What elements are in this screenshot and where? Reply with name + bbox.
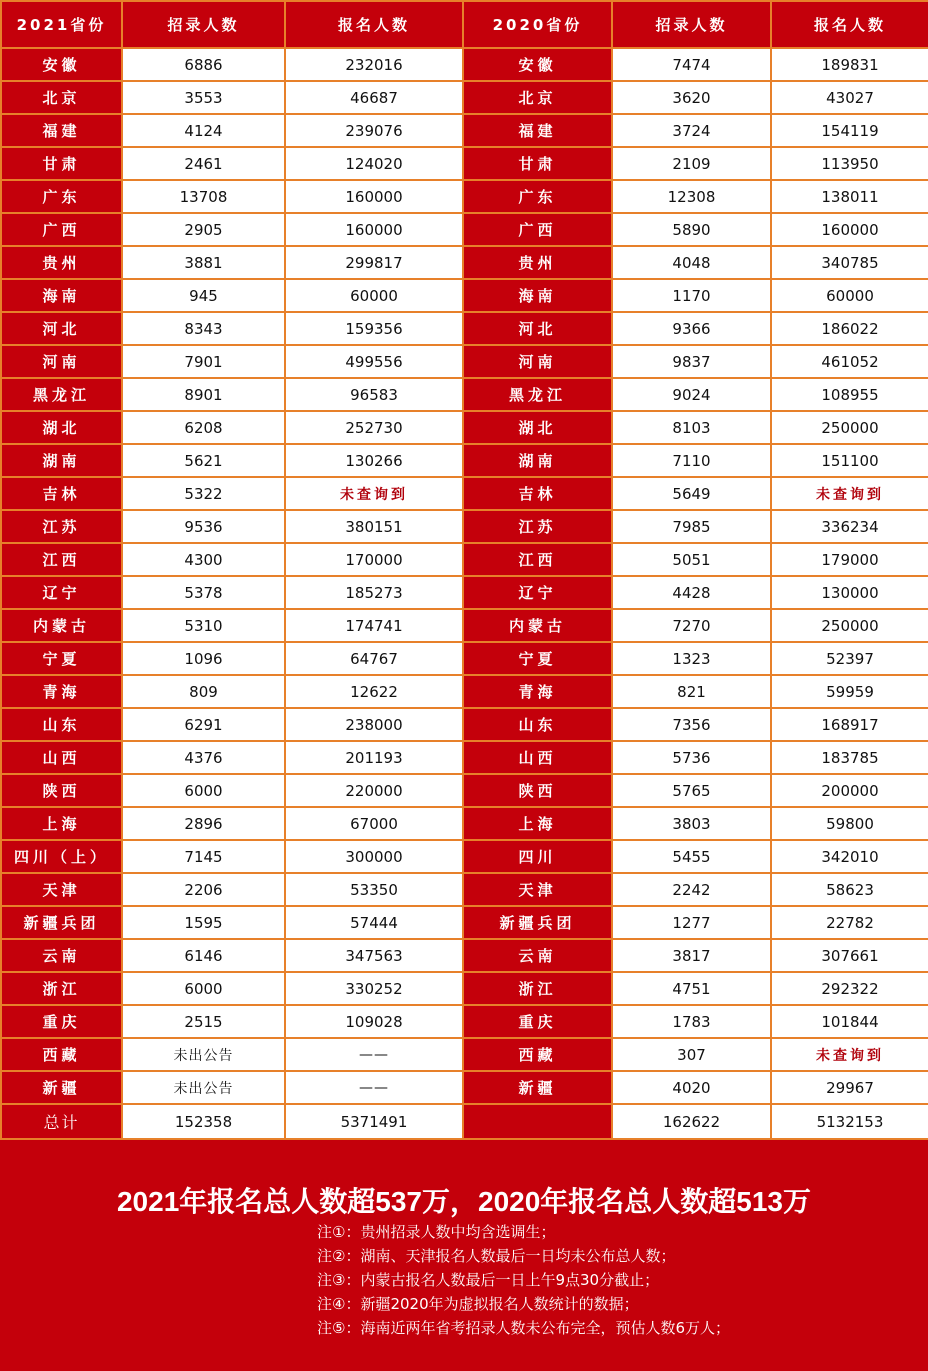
province-2021-cell: 安徽 <box>1 48 122 81</box>
applicants-2020-cell: 59959 <box>771 675 928 708</box>
header-2021-applicants: 报名人数 <box>285 1 463 48</box>
province-2020-cell: 北京 <box>463 81 612 114</box>
province-2020-cell: 甘肃 <box>463 147 612 180</box>
recruits-2021-cell: 2896 <box>122 807 285 840</box>
header-2020-applicants: 报名人数 <box>771 1 928 48</box>
province-2020-cell: 江苏 <box>463 510 612 543</box>
recruits-2021-cell: 7145 <box>122 840 285 873</box>
province-2021-cell: 浙江 <box>1 972 122 1005</box>
province-2020-cell: 贵州 <box>463 246 612 279</box>
recruits-2020-cell: 307 <box>612 1038 771 1071</box>
applicants-2020-cell: 292322 <box>771 972 928 1005</box>
recruits-2021-cell: 5310 <box>122 609 285 642</box>
province-2020-cell: 河北 <box>463 312 612 345</box>
table-row <box>1 840 928 873</box>
applicants-2020-cell: 160000 <box>771 213 928 246</box>
applicants-2021-cell: 109028 <box>285 1005 463 1038</box>
province-2020-cell: 宁夏 <box>463 642 612 675</box>
province-2020-cell: 山东 <box>463 708 612 741</box>
province-2021-cell: 吉林 <box>1 477 122 510</box>
province-2021-cell: 广西 <box>1 213 122 246</box>
table-row <box>1 246 928 279</box>
province-2021-cell: 青海 <box>1 675 122 708</box>
province-2021-cell: 四川（上） <box>1 840 122 873</box>
table-row <box>1 807 928 840</box>
table-row <box>1 708 928 741</box>
recruits-2021-cell: 945 <box>122 279 285 312</box>
recruits-2021-cell: 2515 <box>122 1005 285 1038</box>
applicants-2021-cell: 64767 <box>285 642 463 675</box>
applicants-2021-cell: 5371491 <box>285 1104 463 1139</box>
province-2021-cell: 宁夏 <box>1 642 122 675</box>
recruits-2020-cell: 7270 <box>612 609 771 642</box>
province-2021-cell: 西藏 <box>1 1038 122 1071</box>
applicants-2021-cell: 67000 <box>285 807 463 840</box>
recruits-2021-cell: 未出公告 <box>122 1038 285 1071</box>
applicants-2021-cell: 232016 <box>285 48 463 81</box>
note-item: 注①：贵州招录人数中均含选调生； <box>317 1223 556 1241</box>
applicants-2021-cell: 499556 <box>285 345 463 378</box>
table-row <box>1 411 928 444</box>
applicants-2020-cell: 43027 <box>771 81 928 114</box>
table-row <box>1 48 928 81</box>
recruits-2020-cell: 9024 <box>612 378 771 411</box>
applicants-2020-cell: 130000 <box>771 576 928 609</box>
table-header <box>1 1 928 48</box>
province-2020-cell: 重庆 <box>463 1005 612 1038</box>
recruits-2020-cell: 821 <box>612 675 771 708</box>
recruits-2021-cell: 4300 <box>122 543 285 576</box>
province-2020-cell: 河南 <box>463 345 612 378</box>
recruits-2020-cell: 5649 <box>612 477 771 510</box>
province-2020-cell: 新疆兵团 <box>463 906 612 939</box>
recruits-2021-cell: 3881 <box>122 246 285 279</box>
table-row <box>1 444 928 477</box>
table-row <box>1 114 928 147</box>
applicants-2021-cell: 220000 <box>285 774 463 807</box>
applicants-2020-cell: 250000 <box>771 411 928 444</box>
recruits-2020-cell: 1323 <box>612 642 771 675</box>
recruits-2020-cell: 5736 <box>612 741 771 774</box>
province-2021-cell: 河南 <box>1 345 122 378</box>
table-row <box>1 609 928 642</box>
recruits-2020-cell: 1783 <box>612 1005 771 1038</box>
applicants-2021-cell: 130266 <box>285 444 463 477</box>
recruits-2021-cell: 5322 <box>122 477 285 510</box>
recruits-2020-cell: 5890 <box>612 213 771 246</box>
recruits-2020-cell: 162622 <box>612 1104 771 1139</box>
recruits-2021-cell: 1096 <box>122 642 285 675</box>
province-2020-cell: 陕西 <box>463 774 612 807</box>
province-2020-cell <box>463 1104 612 1139</box>
table-body <box>1 48 928 1139</box>
province-2020-cell: 四川 <box>463 840 612 873</box>
table-row <box>1 213 928 246</box>
recruits-2021-cell: 7901 <box>122 345 285 378</box>
table-row <box>1 510 928 543</box>
applicants-2020-cell: 336234 <box>771 510 928 543</box>
recruits-2020-cell: 8103 <box>612 411 771 444</box>
applicants-2020-cell: 52397 <box>771 642 928 675</box>
province-2020-cell: 内蒙古 <box>463 609 612 642</box>
province-2021-cell: 内蒙古 <box>1 609 122 642</box>
applicants-2020-cell: 59800 <box>771 807 928 840</box>
recruits-2021-cell: 4376 <box>122 741 285 774</box>
note-item: 注④：新疆2020年为虚拟报名人数统计的数据； <box>317 1295 639 1313</box>
applicants-2021-cell: 未查询到 <box>285 477 463 510</box>
province-2020-cell: 福建 <box>463 114 612 147</box>
province-2020-cell: 安徽 <box>463 48 612 81</box>
province-2020-cell: 吉林 <box>463 477 612 510</box>
province-2021-cell: 天津 <box>1 873 122 906</box>
applicants-2021-cell: —— <box>285 1071 463 1104</box>
applicants-2020-cell: 461052 <box>771 345 928 378</box>
recruits-2021-cell: 6208 <box>122 411 285 444</box>
table-row <box>1 1038 928 1071</box>
table-row <box>1 675 928 708</box>
table-row <box>1 1005 928 1038</box>
recruits-2021-cell: 6886 <box>122 48 285 81</box>
header-2021-recruits: 招录人数 <box>122 1 285 48</box>
province-2021-cell: 山西 <box>1 741 122 774</box>
recruits-2020-cell: 3803 <box>612 807 771 840</box>
applicants-2020-cell: 179000 <box>771 543 928 576</box>
province-2020-cell: 青海 <box>463 675 612 708</box>
applicants-2021-cell: 239076 <box>285 114 463 147</box>
applicants-2020-cell: 108955 <box>771 378 928 411</box>
province-2020-cell: 山西 <box>463 741 612 774</box>
province-2020-cell: 海南 <box>463 279 612 312</box>
applicants-2020-cell: 5132153 <box>771 1104 928 1139</box>
applicants-2021-cell: 60000 <box>285 279 463 312</box>
table-row <box>1 873 928 906</box>
applicants-2020-cell: 183785 <box>771 741 928 774</box>
recruits-2021-cell: 未出公告 <box>122 1071 285 1104</box>
applicants-2020-cell: 168917 <box>771 708 928 741</box>
recruits-2020-cell: 4048 <box>612 246 771 279</box>
recruits-2021-cell: 6146 <box>122 939 285 972</box>
recruits-2020-cell: 5765 <box>612 774 771 807</box>
province-2020-cell: 广东 <box>463 180 612 213</box>
recruits-2020-cell: 5051 <box>612 543 771 576</box>
recruits-2020-cell: 5455 <box>612 840 771 873</box>
province-2021-cell: 新疆兵团 <box>1 906 122 939</box>
applicants-2021-cell: 159356 <box>285 312 463 345</box>
table-row <box>1 906 928 939</box>
applicants-2020-cell: 101844 <box>771 1005 928 1038</box>
table-row <box>1 279 928 312</box>
recruits-2021-cell: 8901 <box>122 378 285 411</box>
summary-footer <box>0 1140 928 1371</box>
applicants-2021-cell: 300000 <box>285 840 463 873</box>
province-2020-cell: 浙江 <box>463 972 612 1005</box>
recruits-2020-cell: 3620 <box>612 81 771 114</box>
recruits-2021-cell: 6000 <box>122 972 285 1005</box>
province-2021-cell: 湖北 <box>1 411 122 444</box>
applicants-2021-cell: 160000 <box>285 213 463 246</box>
recruits-2021-cell: 6000 <box>122 774 285 807</box>
applicants-2020-cell: 29967 <box>771 1071 928 1104</box>
province-2020-cell: 广西 <box>463 213 612 246</box>
applicants-2020-cell: 200000 <box>771 774 928 807</box>
applicants-2020-cell: 未查询到 <box>771 1038 928 1071</box>
recruits-2020-cell: 3817 <box>612 939 771 972</box>
province-2021-cell: 贵州 <box>1 246 122 279</box>
recruits-2020-cell: 4428 <box>612 576 771 609</box>
table-row <box>1 576 928 609</box>
applicants-2021-cell: 53350 <box>285 873 463 906</box>
recruits-2020-cell: 9837 <box>612 345 771 378</box>
province-2021-cell: 上海 <box>1 807 122 840</box>
recruits-2021-cell: 3553 <box>122 81 285 114</box>
applicants-2020-cell: 154119 <box>771 114 928 147</box>
recruits-2020-cell: 12308 <box>612 180 771 213</box>
province-2021-cell: 北京 <box>1 81 122 114</box>
recruits-2021-cell: 8343 <box>122 312 285 345</box>
table-row <box>1 741 928 774</box>
province-2021-cell: 河北 <box>1 312 122 345</box>
recruits-2020-cell: 7474 <box>612 48 771 81</box>
province-2020-cell: 辽宁 <box>463 576 612 609</box>
applicants-2021-cell: 380151 <box>285 510 463 543</box>
applicants-2021-cell: 170000 <box>285 543 463 576</box>
table-row <box>1 543 928 576</box>
recruits-2020-cell: 1170 <box>612 279 771 312</box>
applicants-2020-cell: 58623 <box>771 873 928 906</box>
recruits-2020-cell: 1277 <box>612 906 771 939</box>
province-2020-cell: 上海 <box>463 807 612 840</box>
recruits-2020-cell: 9366 <box>612 312 771 345</box>
province-2021-cell: 辽宁 <box>1 576 122 609</box>
note-item: 注⑤：海南近两年省考招录人数未公布完全，预估人数6万人； <box>317 1319 730 1337</box>
recruits-2021-cell: 6291 <box>122 708 285 741</box>
province-2020-cell: 湖北 <box>463 411 612 444</box>
province-2021-cell: 广东 <box>1 180 122 213</box>
applicants-2020-cell: 189831 <box>771 48 928 81</box>
notes-list <box>317 1220 730 1340</box>
applicants-2021-cell: 201193 <box>285 741 463 774</box>
province-2021-cell: 湖南 <box>1 444 122 477</box>
recruits-2020-cell: 2242 <box>612 873 771 906</box>
province-2021-cell: 黑龙江 <box>1 378 122 411</box>
recruits-2020-cell: 7985 <box>612 510 771 543</box>
province-2020-cell: 江西 <box>463 543 612 576</box>
recruits-2021-cell: 5378 <box>122 576 285 609</box>
applicants-2021-cell: 347563 <box>285 939 463 972</box>
table-row <box>1 180 928 213</box>
applicants-2020-cell: 151100 <box>771 444 928 477</box>
province-2021-cell: 甘肃 <box>1 147 122 180</box>
applicants-2021-cell: 160000 <box>285 180 463 213</box>
applicants-2021-cell: 185273 <box>285 576 463 609</box>
province-2020-cell: 天津 <box>463 873 612 906</box>
applicants-2020-cell: 186022 <box>771 312 928 345</box>
table-row <box>1 1071 928 1104</box>
table-row <box>1 939 928 972</box>
applicants-2020-cell: 307661 <box>771 939 928 972</box>
province-2020-cell: 湖南 <box>463 444 612 477</box>
table-row <box>1 81 928 114</box>
table-row <box>1 972 928 1005</box>
total-row <box>1 1104 928 1139</box>
applicants-2020-cell: 22782 <box>771 906 928 939</box>
province-2020-cell: 云南 <box>463 939 612 972</box>
table-row <box>1 378 928 411</box>
applicants-2020-cell: 113950 <box>771 147 928 180</box>
province-2021-cell: 云南 <box>1 939 122 972</box>
note-item: 注③：内蒙古报名人数最后一日上午9点30分截止； <box>317 1271 660 1289</box>
recruits-2021-cell: 9536 <box>122 510 285 543</box>
recruits-2021-cell: 2461 <box>122 147 285 180</box>
recruits-2021-cell: 13708 <box>122 180 285 213</box>
province-2021-cell: 重庆 <box>1 1005 122 1038</box>
table-row <box>1 345 928 378</box>
province-2021-cell: 山东 <box>1 708 122 741</box>
applicants-2021-cell: 124020 <box>285 147 463 180</box>
province-2021-cell: 江西 <box>1 543 122 576</box>
province-2021-cell: 总计 <box>1 1104 122 1139</box>
header-row <box>1 1 928 48</box>
applicants-2020-cell: 340785 <box>771 246 928 279</box>
province-2021-cell: 海南 <box>1 279 122 312</box>
province-2021-cell: 江苏 <box>1 510 122 543</box>
applicants-2020-cell: 未查询到 <box>771 477 928 510</box>
applicants-2021-cell: 330252 <box>285 972 463 1005</box>
applicants-2021-cell: 174741 <box>285 609 463 642</box>
province-2021-cell: 福建 <box>1 114 122 147</box>
header-2021-province: 2021省份 <box>1 1 122 48</box>
applicants-2021-cell: 57444 <box>285 906 463 939</box>
table-row <box>1 477 928 510</box>
applicants-2021-cell: 252730 <box>285 411 463 444</box>
recruits-2021-cell: 152358 <box>122 1104 285 1139</box>
applicants-2021-cell: 238000 <box>285 708 463 741</box>
summary-headline: 2021年报名总人数超537万，2020年报名总人数超513万 <box>116 1186 811 1217</box>
recruits-2020-cell: 7110 <box>612 444 771 477</box>
province-2021-cell: 陕西 <box>1 774 122 807</box>
note-item: 注②：湖南、天津报名人数最后一日均未公布总人数； <box>317 1247 676 1265</box>
recruits-2020-cell: 3724 <box>612 114 771 147</box>
recruits-2020-cell: 2109 <box>612 147 771 180</box>
applicants-2020-cell: 250000 <box>771 609 928 642</box>
table-row <box>1 147 928 180</box>
recruits-2021-cell: 4124 <box>122 114 285 147</box>
applicants-2021-cell: —— <box>285 1038 463 1071</box>
applicants-2021-cell: 46687 <box>285 81 463 114</box>
applicants-2021-cell: 96583 <box>285 378 463 411</box>
recruits-2021-cell: 5621 <box>122 444 285 477</box>
recruits-2021-cell: 1595 <box>122 906 285 939</box>
applicants-2021-cell: 12622 <box>285 675 463 708</box>
recruits-2020-cell: 4751 <box>612 972 771 1005</box>
applicants-2021-cell: 299817 <box>285 246 463 279</box>
header-2020-recruits: 招录人数 <box>612 1 771 48</box>
province-2020-cell: 新疆 <box>463 1071 612 1104</box>
recruits-2021-cell: 2905 <box>122 213 285 246</box>
province-2020-cell: 黑龙江 <box>463 378 612 411</box>
province-2020-cell: 西藏 <box>463 1038 612 1071</box>
applicants-2020-cell: 342010 <box>771 840 928 873</box>
table-row <box>1 312 928 345</box>
recruits-2021-cell: 2206 <box>122 873 285 906</box>
applicants-2020-cell: 60000 <box>771 279 928 312</box>
table-row <box>1 774 928 807</box>
province-2021-cell: 新疆 <box>1 1071 122 1104</box>
recruits-2020-cell: 7356 <box>612 708 771 741</box>
table-row <box>1 642 928 675</box>
recruits-2021-cell: 809 <box>122 675 285 708</box>
recruits-2020-cell: 4020 <box>612 1071 771 1104</box>
applicants-2020-cell: 138011 <box>771 180 928 213</box>
header-2020-province: 2020省份 <box>463 1 612 48</box>
